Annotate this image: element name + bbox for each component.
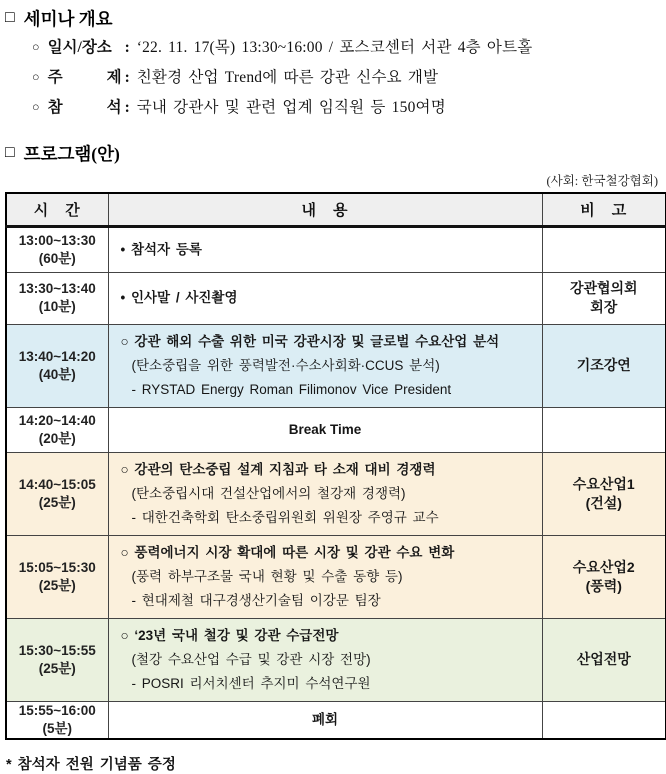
overview-item-label: 일시/장소 [47,39,112,56]
session-speaker: - RYSTAD Energy Roman Filimonov Vice President [131,381,452,397]
content-cell [108,452,542,535]
session-title: 폐회 [311,711,339,727]
circle-bullet-icon: ○ [32,40,40,54]
time-range: 15:55~16:00 [18,702,96,718]
overview-heading-label: 세미나 개요 [23,9,113,29]
table-row-keynote [6,324,666,407]
time-duration: (40분) [38,366,76,382]
time-range: 13:40~14:20 [18,348,96,364]
time-duration: (20분) [38,430,76,446]
session-subtitle: (탄소중립을 위한 풍력발전·수소사회화·CCUS 분석) [131,357,440,373]
session-title: ○ 강관의 탄소중립 설계 지침과 타 소재 대비 경쟁력 [120,461,436,477]
overview-heading [5,8,660,30]
time-duration: (25분) [38,660,76,676]
remark-cell [542,226,666,272]
time-cell [6,324,108,407]
session-subtitle: (철강 수요산업 수급 및 강관 시장 전망) [131,651,371,667]
session-title: ○ 풍력에너지 시장 확대에 따른 시장 및 강관 수요 변화 [120,544,455,560]
square-bullet-icon: □ [5,9,15,26]
remark-cell [542,535,666,618]
table-row-break [6,407,666,452]
overview-item-label: 주 제 [47,69,122,86]
time-range: 15:30~15:55 [18,642,96,658]
overview-item-datetime [32,38,660,58]
time-duration: (10분) [38,299,76,314]
time-duration: (25분) [38,494,76,510]
remark-cell [542,452,666,535]
overview-item-value: 국내 강관사 및 관련 업계 임직원 등 150여명 [136,99,446,116]
overview-item-value: 친환경 산업 Trend에 따른 강관 신수요 개발 [136,69,439,86]
footer-note: * 참석자 전원 기념품 증정 [6,757,176,773]
time-cell [6,452,108,535]
time-cell [6,535,108,618]
header-remark: 비 고 [542,193,666,226]
session-title: ○ ‘23년 국내 철강 및 강관 수급전망 [120,627,339,643]
time-range: 14:40~15:05 [18,476,96,492]
remark-line: 수요산업1 [572,475,635,492]
host-note: (사회: 한국철강협회) [546,174,658,188]
header-time: 시 간 [6,193,108,226]
remark-line: 산업전망 [576,651,631,667]
table-row-closing [6,701,666,739]
session-title: • 인사말 / 사진촬영 [120,290,238,305]
time-range: 13:00~13:30 [18,232,96,248]
remark-cell [542,324,666,407]
label-separator: : [124,39,130,56]
table-row-demand1 [6,452,666,535]
time-range: 14:20~14:40 [18,412,96,428]
session-speaker: - 대한건축학회 탄소중립위원회 위원장 주영규 교수 [131,509,439,525]
remark-cell [542,701,666,739]
table-row-demand2 [6,535,666,618]
overview-item-attendees [32,98,660,118]
overview-item-value: ‘22. 11. 17(목) 13:30~16:00 / 포스코센터 서관 4층 아트홀 [136,39,533,56]
session-subtitle: (풍력 하부구조물 국내 현황 및 수출 동향 등) [131,568,403,584]
content-cell [108,701,542,739]
remark-line: (건설) [585,494,622,511]
time-duration: (5분) [42,720,73,736]
remark-cell [542,407,666,452]
remark-line: 기조강연 [576,357,631,373]
program-heading-label: 프로그램(안) [23,144,120,164]
remark-cell [542,618,666,701]
content-cell [108,272,542,324]
time-duration: (60분) [38,250,76,266]
session-speaker: - 현대제철 대구경생산기술팀 이강문 팀장 [131,592,381,608]
table-row [6,226,666,272]
remark-line: (풍력) [585,577,622,594]
remark-line: 회장 [590,299,618,315]
program-table [5,192,666,740]
session-speaker: - POSRI 리서치센터 추지미 수석연구원 [131,675,371,691]
time-duration: (25분) [38,577,76,593]
time-cell [6,407,108,452]
content-cell [108,324,542,407]
square-bullet-icon: □ [5,144,15,161]
remark-line: 강관협의회 [569,280,638,296]
session-title: • 참석자 등록 [120,241,202,257]
time-cell [6,226,108,272]
header-content: 내 용 [108,193,542,226]
time-cell [6,701,108,739]
session-subtitle: (탄소중립시대 건설산업에서의 철강재 경쟁력) [131,485,406,501]
content-cell [108,407,542,452]
content-cell [108,535,542,618]
session-title: ○ 강관 해외 수출 위한 미국 강관시장 및 글로벌 수요산업 분석 [120,333,500,349]
circle-bullet-icon: ○ [32,70,40,84]
overview-item-topic [32,68,660,88]
overview-item-label: 참 석 [47,99,122,116]
label-separator: : [124,69,130,86]
label-separator: : [124,99,130,116]
remark-cell [542,272,666,324]
overview-list [32,38,660,118]
program-heading [5,143,660,165]
time-range: 13:30~13:40 [18,281,96,296]
circle-bullet-icon: ○ [32,100,40,114]
remark-line: 수요산업2 [572,558,635,575]
content-cell [108,618,542,701]
session-title: Break Time [288,421,362,437]
time-range: 15:05~15:30 [18,559,96,575]
time-cell [6,618,108,701]
table-header-row [6,193,666,226]
table-row-outlook [6,618,666,701]
content-cell [108,226,542,272]
time-cell [6,272,108,324]
table-row [6,272,666,324]
